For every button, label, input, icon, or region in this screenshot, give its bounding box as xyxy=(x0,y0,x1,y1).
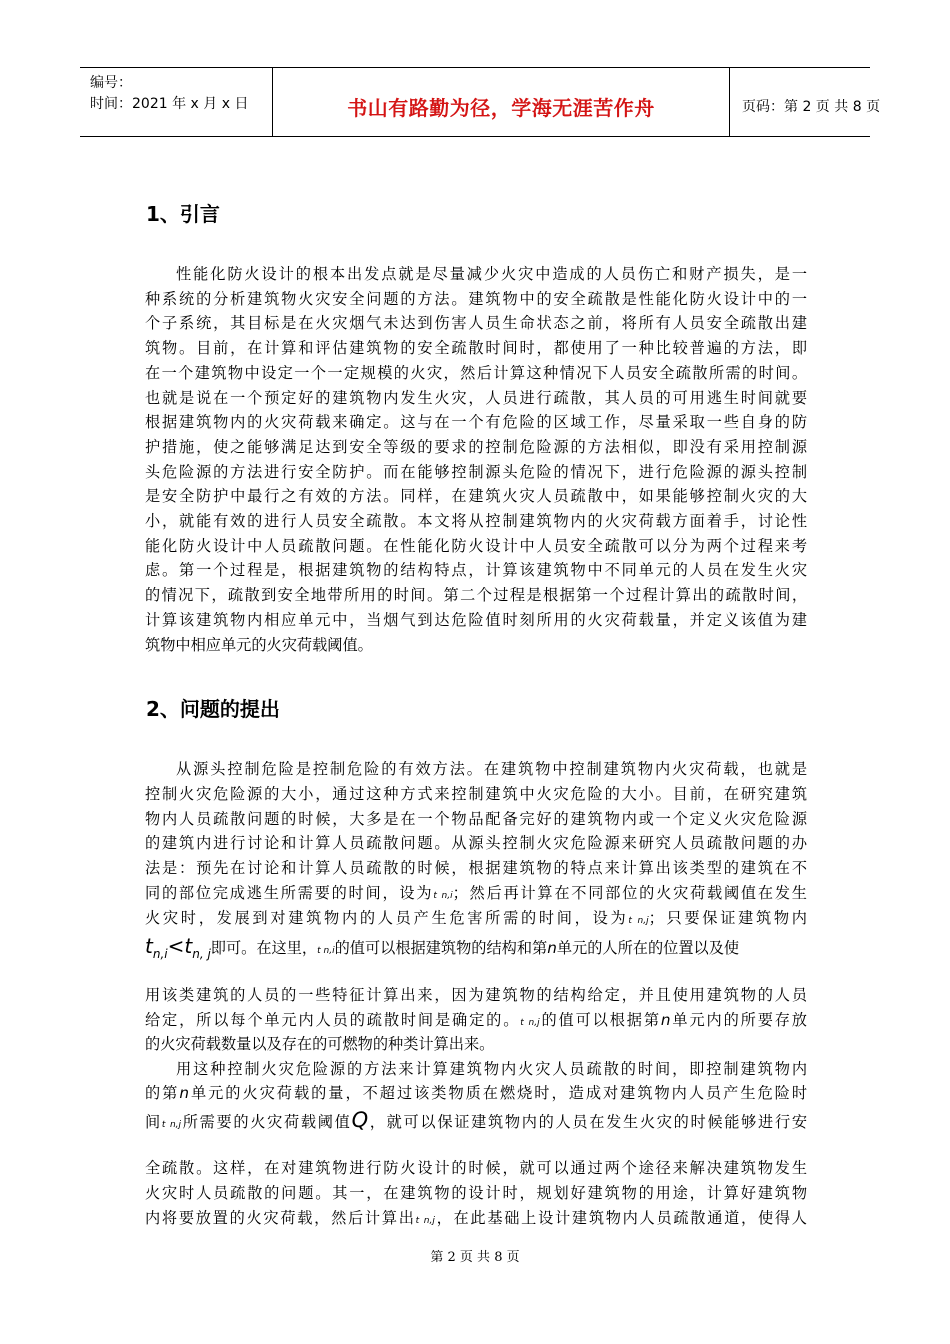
paragraph-line: 筑物。目前，在计算和评估建筑物的安全疏散时间时，都使用了一种比较普遍的方法，即 xyxy=(145,339,807,358)
text-run: 所需要的火灾荷载阈值 xyxy=(181,1113,352,1131)
header-meta xyxy=(80,68,273,136)
text-run: 内将要放置的火灾荷载，然后计算出 xyxy=(145,1209,416,1227)
formula-symbol: t xyxy=(145,934,153,958)
paragraph-line: 用该类建筑的人员的一些特征计算出来，因为建筑物的结构给定，并且使用建筑物的人员 xyxy=(145,986,807,1004)
section2-title: 2、问题的提出 xyxy=(146,697,280,721)
text-run: 间 xyxy=(145,1113,162,1131)
formula-line xyxy=(145,934,807,966)
paragraph-line: 控制火灾危险源的大小，通过这种方式来控制建筑中火灾危险的大小。目前，在研究建筑 xyxy=(145,784,807,803)
formula-Q: Q xyxy=(351,1108,369,1132)
paragraph-line: 物内人员疏散问题的时候，大多是在一个物品配备完好的建筑物内或一个定义火灾危险源 xyxy=(145,809,807,828)
paragraph-line xyxy=(145,1008,807,1035)
paragraph-line: 在一个建筑物中设定一个一定规模的火灾，然后计算这种情况下人员安全疏散所需的时间。 xyxy=(145,363,807,382)
paragraph-line: 的建筑内进行讨论和计算人员疏散问题。从源头控制火灾危险源来研究人员疏散问题的办 xyxy=(145,834,807,853)
paragraph-line xyxy=(145,906,807,933)
header-page-cell xyxy=(730,68,881,136)
math-variable: n xyxy=(179,1084,189,1102)
text-run: 的值可以根据第 xyxy=(539,1011,661,1029)
header-time: 时间：2021 年 x 月 x 日 xyxy=(90,96,249,112)
text-run: 单元的人所在的位置以及使 xyxy=(556,939,740,957)
text-run: 单元内的所要存放 xyxy=(670,1011,807,1029)
paragraph-line: 护措施，使之能够满足达到安全等级的要求的控制危险源的方法相似，即没有采用控制源 xyxy=(145,437,807,456)
text-run: ；只要保证建筑物内 xyxy=(648,909,807,927)
math-variable: t n,j xyxy=(628,916,649,926)
header-page-info: 页码：第 2 页 共 8 页 xyxy=(742,99,881,115)
text-run: 即可。在这里， xyxy=(210,939,318,957)
paragraph-line xyxy=(145,1108,807,1137)
text-run: 火灾时，发展到对建筑物内的人员产生危害所需的时间，设为 xyxy=(145,909,629,927)
math-variable: t n,i xyxy=(317,946,335,956)
text-run: ，在此基础上设计建筑物内人员疏散通道，使得人 xyxy=(434,1209,807,1227)
formula-operator: < xyxy=(167,934,185,958)
math-variable: t n,i xyxy=(433,891,453,901)
paragraph-line: 筑物中相应单元的火灾荷载阈值。 xyxy=(145,635,373,654)
paragraph-line: 是安全防护中最行之有效的方法。同样，在建筑火灾人员疏散中，如果能够控制火灾的大 xyxy=(145,487,807,506)
paragraph-line: 用这种控制火灾危险源的方法来计算建筑物内火灾人员疏散的时间，即控制建筑物内 xyxy=(176,1060,807,1078)
paragraph-line: 个子系统，其目标是在火灾烟气未达到伤害人员生命状态之前，将所有人员安全疏散出建 xyxy=(145,314,807,333)
paragraph-line: 能化防火设计中人员疏散问题。在性能化防火设计中人员安全疏散可以分为两个过程来考 xyxy=(145,536,807,555)
header-motto: 书山有路勤为径，学海无涯苦作舟 xyxy=(347,96,655,120)
paragraph-line xyxy=(145,881,807,908)
paragraph-line: 的火灾荷载数量以及存在的可燃物的种类计算出来。 xyxy=(145,1035,495,1053)
paragraph-line: 根据建筑物内的火灾荷载来确定。这与在一个有危险的区域工作，尽量采取一些自身的防 xyxy=(145,413,807,432)
paragraph-line: 火灾时人员疏散的问题。其一，在建筑物的设计时，规划好建筑物的用途，计算好建筑物 xyxy=(145,1184,807,1202)
formula-subscript: n, j xyxy=(192,947,211,961)
paragraph-line: 全疏散。这样，在对建筑物进行防火设计的时候，就可以通过两个途径来解决建筑物发生 xyxy=(145,1159,807,1177)
formula-subscript: n,i xyxy=(152,947,168,961)
paragraph-line: 种系统的分析建筑物火灾安全问题的方法。建筑物中的安全疏散是性能化防火设计中的一 xyxy=(145,289,807,308)
header-number: 编号： xyxy=(90,75,132,91)
text-run: 的值可以根据建筑物的结构和第 xyxy=(334,939,548,957)
paragraph-line xyxy=(145,1206,807,1233)
paragraph-line xyxy=(145,1081,807,1105)
page-header xyxy=(80,67,881,137)
math-variable: n xyxy=(547,939,557,957)
header-motto-cell xyxy=(273,68,730,136)
text-run: 给定，所以每个单元内人员的疏散时间是确定的。 xyxy=(145,1011,521,1029)
text-run: ，就可以保证建筑物内的人员在发生火灾的时候能够进行安 xyxy=(368,1113,808,1131)
paragraph-line: 虑。第一个过程是，根据建筑物的结构特点，计算该建筑物中不同单元的人员在发生火灾 xyxy=(145,561,807,580)
math-variable: n xyxy=(660,1011,671,1029)
text-run: 同的部位完成逃生所需要的时间，设为 xyxy=(145,884,434,902)
formula-t-ni xyxy=(145,934,211,961)
paragraph-line: 性能化防火设计的根本出发点就是尽量减少火灾中造成的人员伤亡和财产损失，是一 xyxy=(176,265,807,283)
text-run: 的第 xyxy=(145,1084,180,1102)
text-run: 单元的火灾荷载的量，不超过该类物质在燃烧时，造成对建筑物内人员产生危险时 xyxy=(188,1084,808,1102)
section1-title: 1、引言 xyxy=(146,202,220,226)
paragraph-line: 从源头控制危险是控制危险的有效方法。在建筑物中控制建筑物内火灾荷载，也就是 xyxy=(176,760,807,778)
page-footer: 第 2 页 共 8 页 xyxy=(430,1250,520,1265)
paragraph-line: 小，就能有效的进行人员安全疏散。本文将从控制建筑物内的火灾荷载方面着手，讨论性 xyxy=(145,512,807,530)
paragraph-line: 也就是说在一个预定好的建筑物内发生火灾，人员进行疏散，其人员的可用逃生时间就要 xyxy=(145,388,807,407)
paragraph-line: 计算该建筑物内相应单元中，当烟气到达危险值时刻所用的火灾荷载量，并定义该值为建 xyxy=(145,610,807,629)
math-variable: t n,j xyxy=(520,1018,540,1028)
math-variable: t n,j xyxy=(161,1120,182,1130)
paragraph-line: 法是：预先在讨论和计算人员疏散的时候，根据建筑物的特点来计算出该类型的建筑在不 xyxy=(145,859,807,878)
paragraph-line: 的情况下，疏散到安全地带所用的时间。第二个过程是根据第一个过程计算出的疏散时间， xyxy=(145,586,807,605)
formula-symbol: t xyxy=(184,934,193,958)
math-variable: t n,j xyxy=(415,1216,435,1226)
text-run: ；然后再计算在不同部位的火灾荷载阈值在发生 xyxy=(452,884,807,902)
paragraph-line: 头危险源的方法进行安全防护。而在能够控制源头危险的情况下，进行危险源的源头控制 xyxy=(145,462,807,481)
